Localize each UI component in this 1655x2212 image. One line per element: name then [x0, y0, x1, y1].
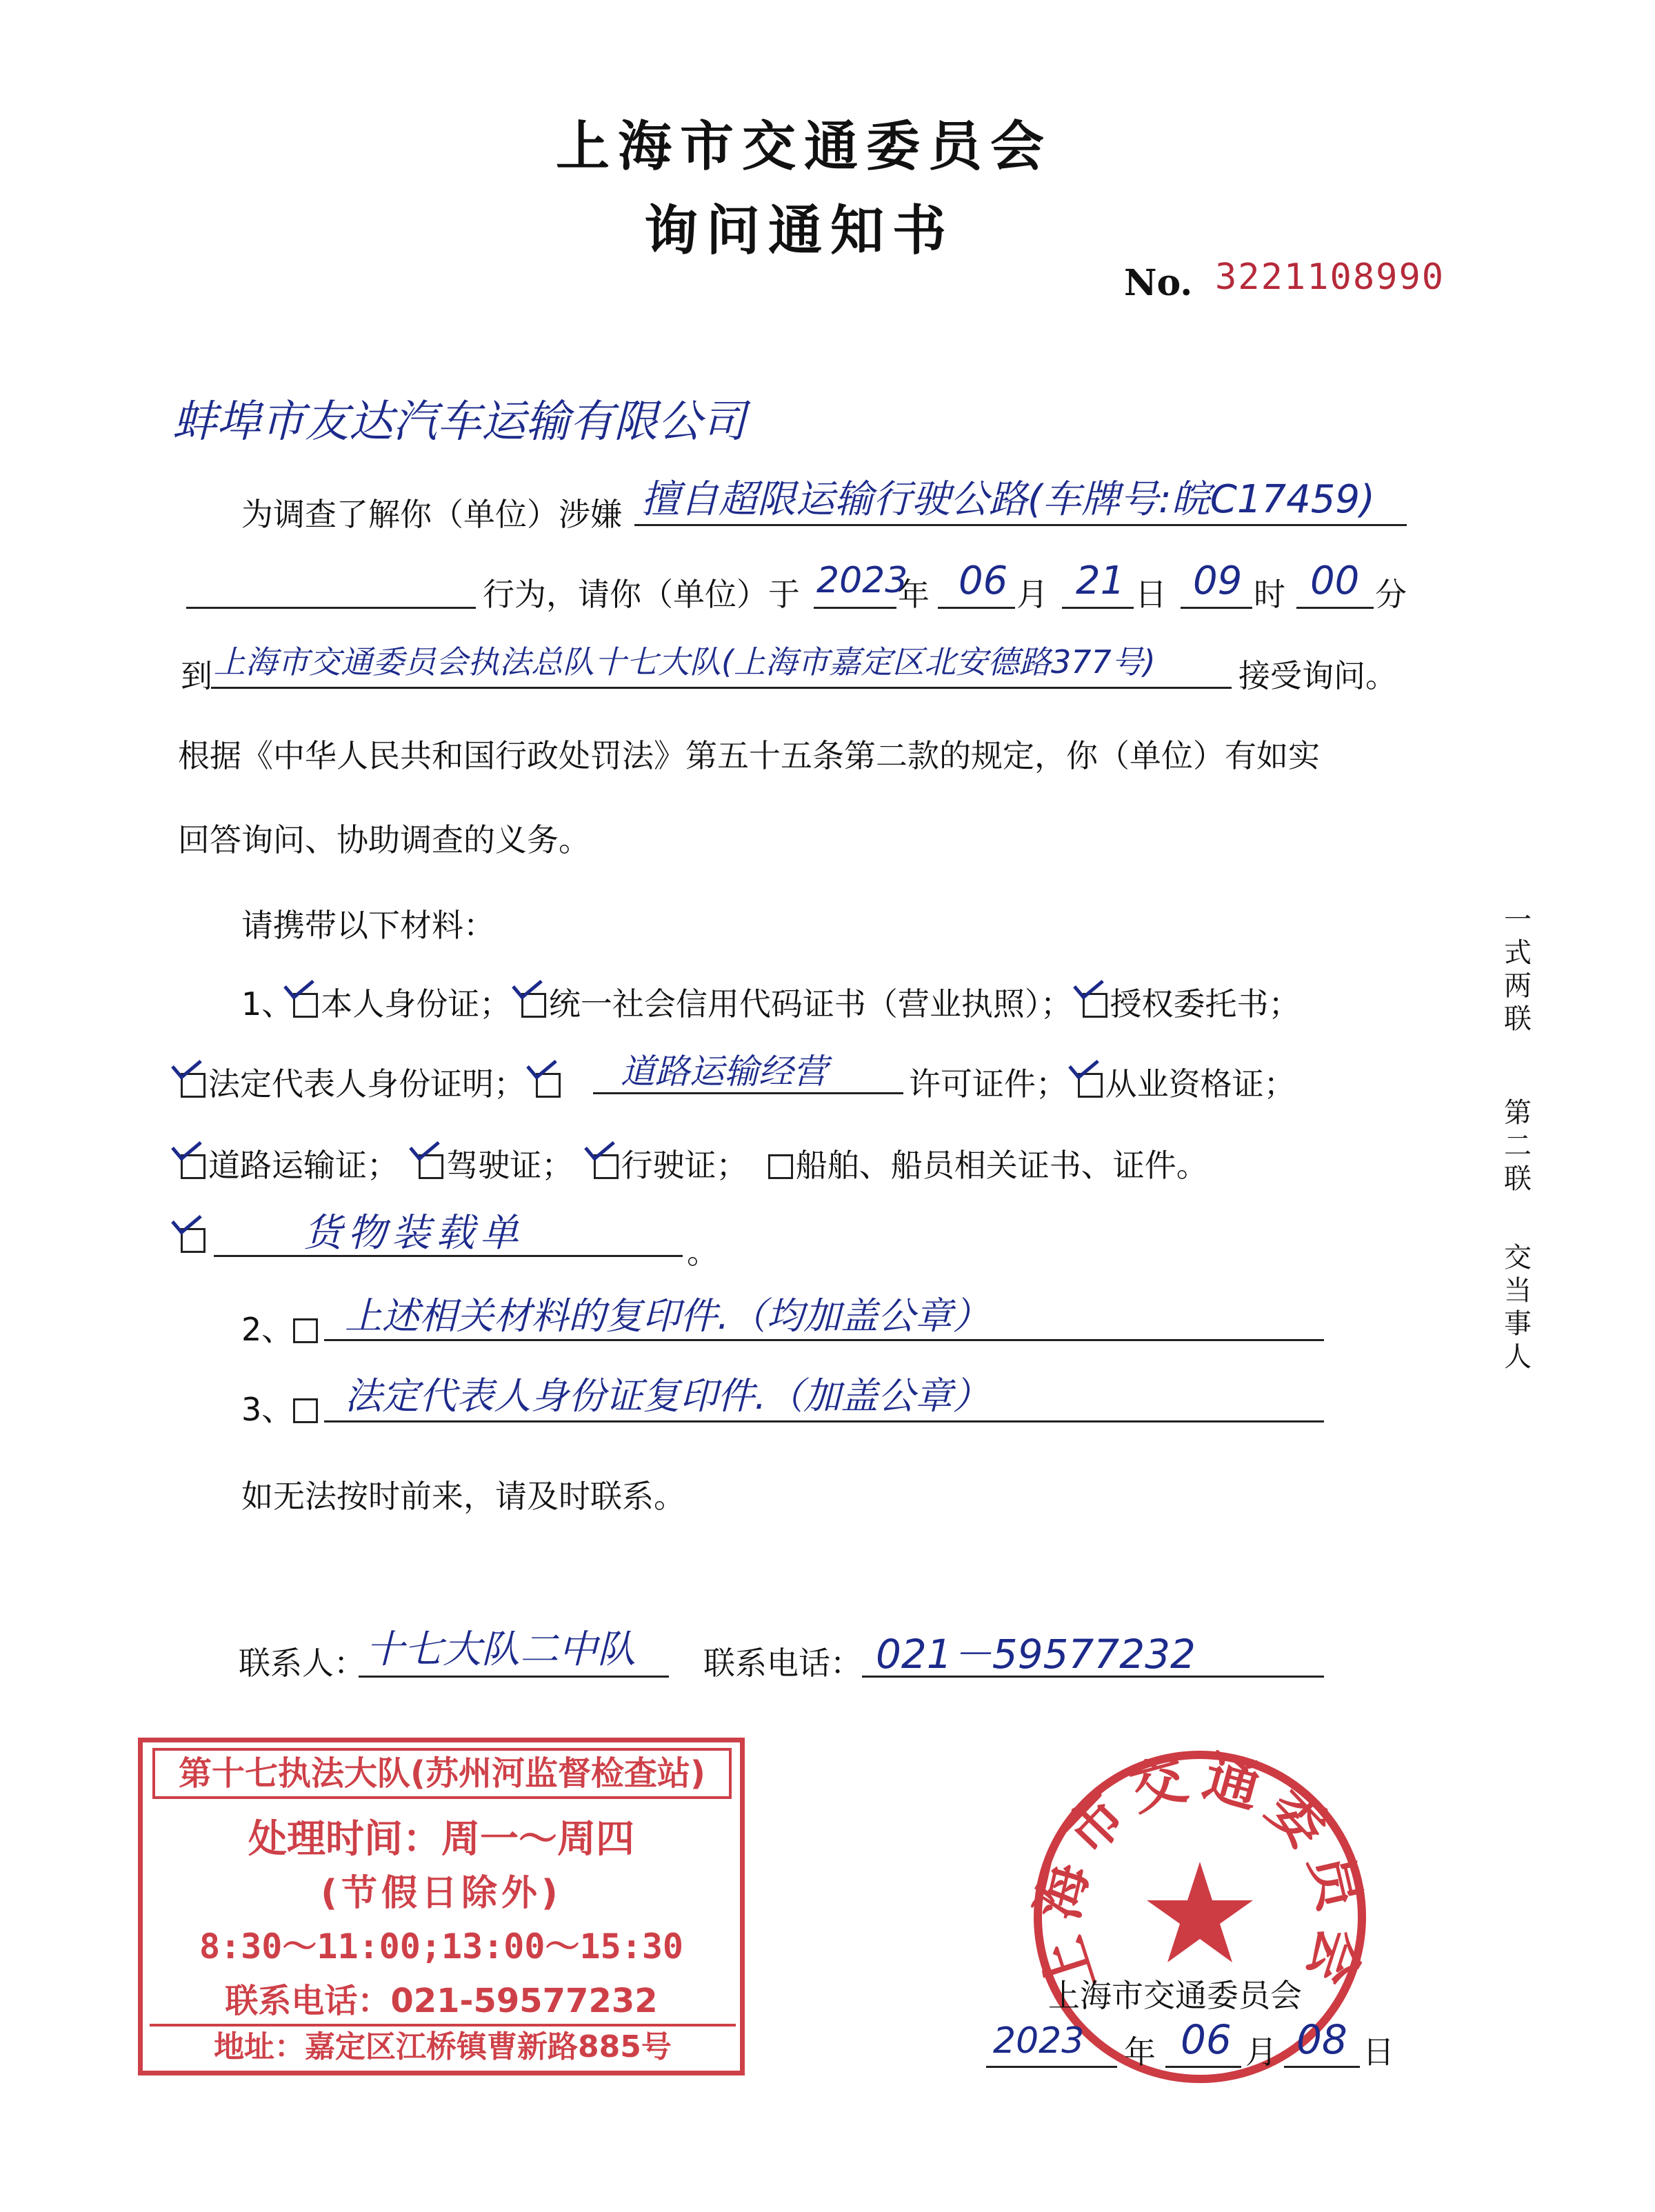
hour-unit: 时 — [1254, 576, 1285, 613]
day-underline — [1062, 607, 1134, 609]
issue-month: 06 — [1181, 2016, 1232, 2063]
checkbox-id-card[interactable] — [293, 993, 318, 1018]
item3-underline — [324, 1420, 1324, 1422]
checkbox-vehicle-license[interactable] — [594, 1154, 619, 1179]
materials-row-2b — [909, 1059, 1296, 1105]
contact-phone-label: 联系电话： — [703, 1645, 862, 1682]
driver-license-label: 驾驶证； — [446, 1147, 574, 1184]
materials-item-3 — [241, 1385, 321, 1430]
appointment-minute: 00 — [1310, 559, 1360, 603]
issue-year: 2023 — [993, 2020, 1085, 2062]
contact-person-underline — [359, 1676, 669, 1678]
issue-year-underline — [986, 2066, 1117, 2068]
checkbox-item2[interactable] — [293, 1318, 318, 1343]
item1-number: 1、 — [241, 985, 294, 1023]
appointment-hour: 09 — [1193, 559, 1243, 603]
materials-row-1 — [241, 979, 1301, 1025]
seal-star-icon — [1147, 1862, 1253, 1962]
checkbox-driver-license[interactable] — [419, 1154, 443, 1179]
stamp-line-5: 联系电话：021-59577232 — [225, 1982, 658, 2020]
checkbox-legal-rep-id[interactable] — [181, 1073, 205, 1098]
issue-day-unit: 日 — [1363, 2033, 1394, 2071]
qualification-label: 从业资格证； — [1105, 1065, 1296, 1103]
to-label: 到 — [181, 657, 212, 694]
stamp-line-1: 第十七执法大队(苏州河监督检查站) — [152, 1748, 732, 1799]
other-material: 货物装载单 — [303, 1211, 524, 1256]
inquiry-location: 上海市交通委员会执法总队十七大队(上海市嘉定区北安德路377号) — [214, 643, 1156, 681]
document-title: 上海市交通委员会 — [556, 115, 1053, 178]
other-end: 。 — [687, 1234, 719, 1271]
stamp-line-2: 处理时间：周一～周四 — [248, 1817, 634, 1862]
day-unit: 日 — [1135, 576, 1167, 613]
materials-heading: 请携带以下材料： — [241, 907, 495, 944]
side-party: 交当事人 — [1504, 1242, 1532, 1373]
checkbox-authorization[interactable] — [1083, 993, 1107, 1018]
contact-note: 如无法按时前来，请及时联系。 — [241, 1478, 685, 1515]
materials-row-2 — [181, 1059, 563, 1105]
minute-underline — [1296, 607, 1374, 609]
vehicle-license-label: 行驶证； — [621, 1147, 748, 1184]
appointment-day: 21 — [1076, 559, 1125, 603]
checkbox-road-transport[interactable] — [181, 1154, 205, 1179]
appointment-month: 06 — [959, 559, 1008, 603]
suspected-violation: 擅自超限运输行驶公路(车牌号:皖C17459) — [641, 477, 1375, 522]
issue-year-unit: 年 — [1124, 2033, 1156, 2071]
id-card-label: 本人身份证； — [321, 985, 512, 1023]
permit-suffix: 许可证件； — [909, 1065, 1067, 1103]
permit-type: 道路运输经营 — [621, 1052, 828, 1092]
stamp-line-3: (节假日除外) — [321, 1873, 562, 1914]
item2-number: 2、 — [241, 1311, 294, 1348]
year-underline — [814, 607, 896, 609]
document-subtitle: 询问通知书 — [644, 199, 955, 262]
office-hours-stamp — [138, 1738, 745, 2075]
checkbox-credit-code[interactable] — [521, 993, 546, 1018]
side-copies: 一式两联 — [1504, 904, 1532, 1035]
month-unit: 月 — [1016, 576, 1048, 613]
materials-row-3 — [181, 1140, 1208, 1186]
item3-number: 3、 — [241, 1391, 294, 1428]
ship-label: 船舶、船员相关证书、证件。 — [795, 1147, 1208, 1184]
authorization-label: 授权委托书； — [1110, 985, 1301, 1023]
issue-day-underline — [1284, 2066, 1360, 2068]
item2-content: 上述相关材料的复印件.（均加盖公章） — [345, 1294, 990, 1338]
contact-phone-underline — [862, 1676, 1324, 1678]
checkbox-qualification[interactable] — [1078, 1073, 1103, 1098]
stamp-line-4: 8:30～11:00;13:00～15:30 — [199, 1927, 684, 1967]
seal-text: 上海市交通委员会 — [1024, 1743, 1376, 2002]
contact-person-label: 联系人： — [239, 1645, 365, 1682]
contact-phone: 021－59577232 — [876, 1631, 1196, 1678]
serial-number: 3221108990 — [1215, 257, 1445, 298]
issue-month-underline — [1165, 2066, 1241, 2068]
side-copy-number: 第二联 — [1504, 1097, 1532, 1195]
issuer-name: 上海市交通委员会 — [1048, 1977, 1302, 2014]
materials-row-4 — [181, 1220, 208, 1258]
appointment-year: 2023 — [816, 560, 908, 601]
checkbox-permit[interactable] — [536, 1073, 561, 1098]
road-transport-label: 道路运输证； — [208, 1147, 399, 1184]
permit-underline — [593, 1092, 903, 1094]
item3-content: 法定代表人身份证复印件.（加盖公章） — [345, 1374, 990, 1418]
contact-person: 十七大队二中队 — [365, 1627, 636, 1672]
month-underline — [938, 607, 1015, 609]
issue-month-unit: 月 — [1245, 2033, 1277, 2071]
item2-underline — [324, 1339, 1324, 1341]
location-underline — [211, 687, 1232, 689]
other-underline — [214, 1255, 683, 1257]
inquiry-intro: 为调查了解你（单位）涉嫌 — [241, 496, 622, 533]
conduct-blank — [186, 607, 476, 609]
suspicion-underline — [634, 524, 1407, 526]
checkbox-ship[interactable] — [768, 1154, 793, 1179]
stamp-line-6: 地址：嘉定区江桥镇曹新路885号 — [150, 2024, 736, 2069]
checkbox-item3[interactable] — [293, 1398, 318, 1423]
credit-code-label: 统一社会信用代码证书（营业执照）； — [548, 985, 1072, 1023]
legal-basis-line1: 根据《中华人民共和国行政处罚法》第五十五条第二款的规定，你（单位）有如实 — [178, 737, 1320, 774]
serial-number-label: No. — [1124, 262, 1193, 304]
accept-inquiry: 接受询问。 — [1238, 657, 1397, 694]
year-unit: 年 — [898, 576, 930, 613]
materials-item-2 — [241, 1305, 321, 1350]
issue-day: 08 — [1296, 2016, 1347, 2063]
legal-rep-id-label: 法定代表人身份证明； — [208, 1065, 525, 1103]
checkbox-other[interactable] — [181, 1228, 205, 1253]
recipient-name: 蚌埠市友达汽车运输有限公司 — [172, 396, 746, 448]
minute-unit: 分 — [1375, 576, 1407, 613]
legal-basis-line2: 回答询问、协助调查的义务。 — [178, 821, 590, 858]
hour-underline — [1181, 607, 1252, 609]
conduct-text: 行为，请你（单位）于 — [483, 576, 800, 613]
